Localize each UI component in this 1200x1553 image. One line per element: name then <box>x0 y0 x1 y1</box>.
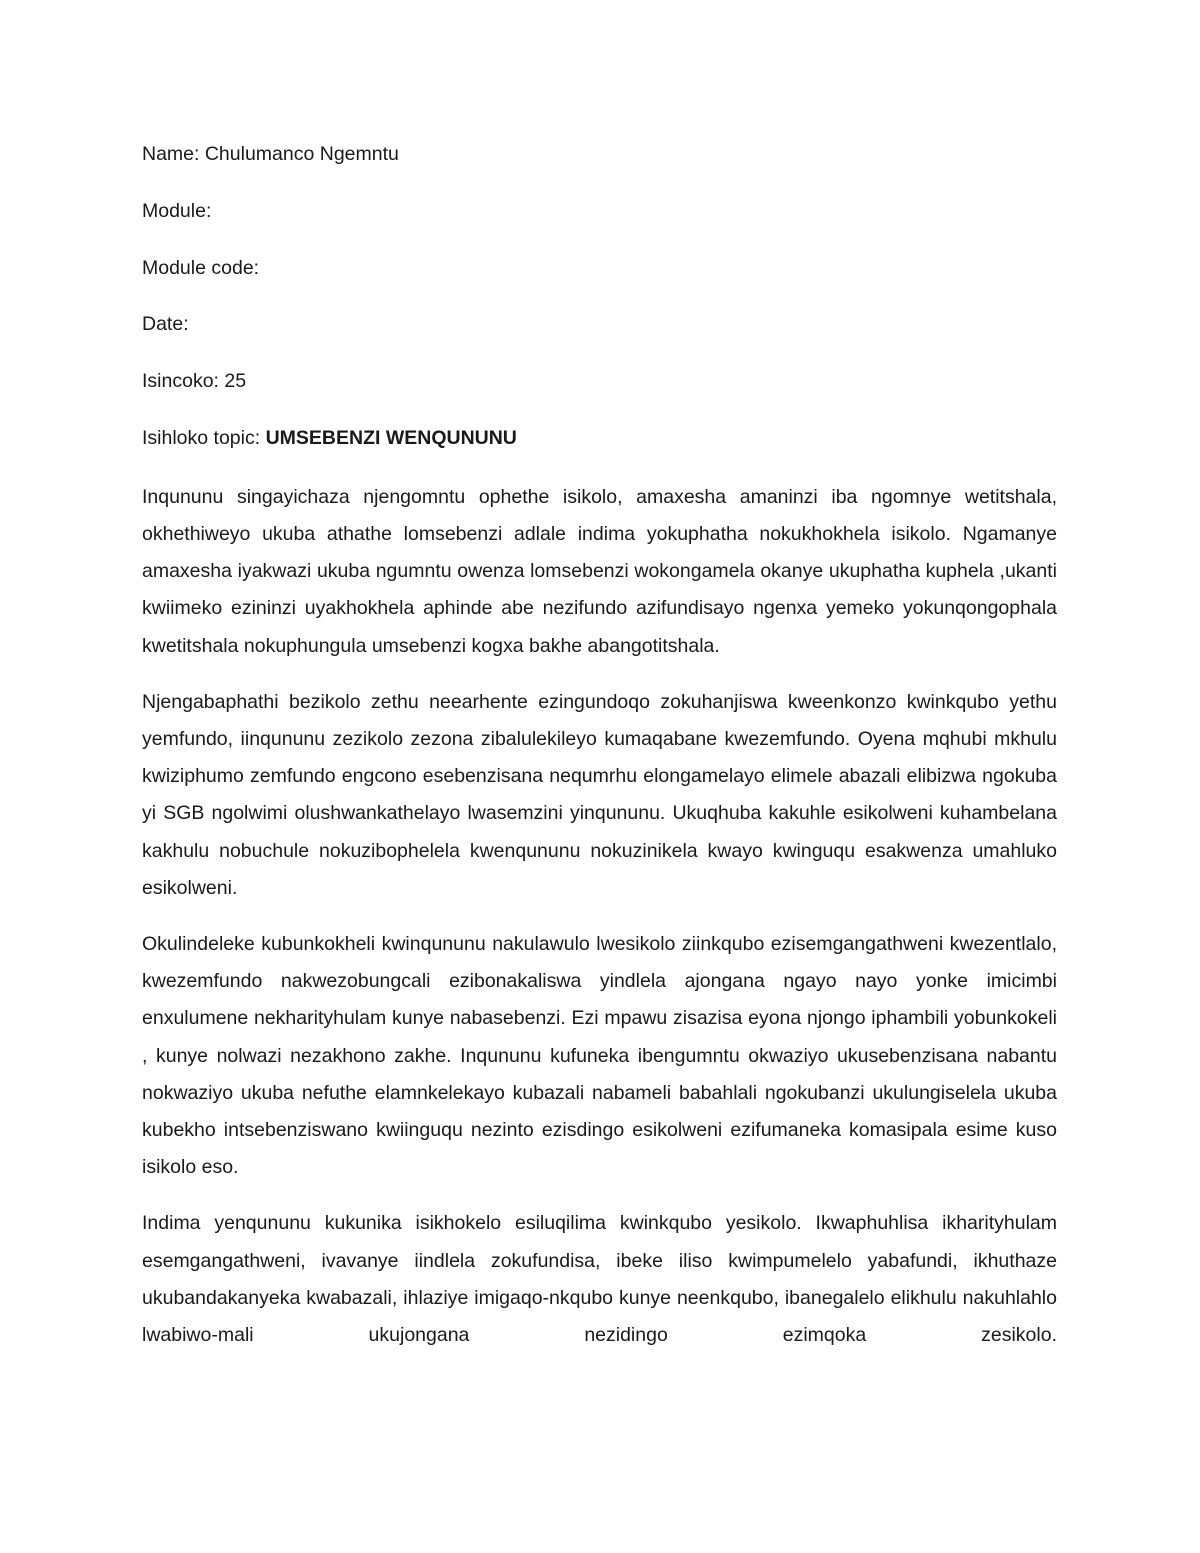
date-label: Date: <box>142 313 189 336</box>
module-label: Module: <box>142 199 212 222</box>
isincoko-count: Isincoko: 25 <box>142 370 247 393</box>
topic-line <box>142 422 1057 479</box>
student-name: Name: Chulumanco Ngemntu <box>142 143 399 165</box>
topic-label: Isihloko topic: <box>142 426 266 449</box>
topic-title: UMSEBENZI WENQUNUNU <box>265 426 517 449</box>
document-page <box>142 138 1057 1354</box>
body-paragraph-3: Okulindeleke kubunkokheli kwinqununu nakulawulo lwesikolo ziinkqubo ezisemgangathweni kwezentlalo, kwezemfundo nakwezobungcali ezibonakaliswa yindlela ajongana ngayo nayo yonke imicimbi enxulumene nekharityhulam kunye nabasebenzi. Ezi mpawu zisazisa eyona njongo iphambili yobunkokeli , kunye nolwazi nezakhono zakhe. Inqununu kufuneka ibengumntu okwaziyo ukusebenzisana nabantu nokwaziyo ukuba nefuthe elamnkelekayo kubazali nabameli babahlali ngokubanzi ukulungiselela ukuba kubekho intsebenziswano kwiinguqu nezinto ezisdingo esikolweni ezifumaneka komasipala esime kuso isikolo eso. <box>142 933 1057 1179</box>
body-paragraph-1: Inqununu singayichaza njengomntu ophethe isikolo, amaxesha amaninzi iba ngomnye wetitshala, okhethiweyo ukuba athathe lomsebenzi adlale indima yokuphatha nokukhokhela isikolo. Ngamanye amaxesha iyakwazi ukuba ngumntu owenza lomsebenzi wokongamela okanye ukuphatha kuphela ,ukanti kwiimeko ezininzi uyakhokhela aphinde abe nezifundo azifundisayo ngenxa yemeko yokunqongophala kwetitshala nokuphungula umsebenzi kogxa bakhe abangotitshala. <box>142 485 1057 657</box>
body-paragraph-4: Indima yenqununu kukunika isikhokelo esiluqilima kwinkqubo yesikolo. Ikwaphuhlisa ikharityhulam esemgangathweni, ivavanye iindlela zokufundisa, ibeke iliso kwimpumelelo yabafundi, ikhuthaze ukubandakanyeka kwabazali, ihlaziye imigaqo-nkqubo kunye neenkqubo, ibanegalelo elikhulu nakuhlahlo lwabiwo-mali ukujongana nezidingo ezimqoka zesikolo. <box>142 1212 1057 1347</box>
body-paragraph-2: Njengabaphathi bezikolo zethu neearhente ezingundoqo zokuhanjiswa kweenkonzo kwinkqubo yethu yemfundo, iinqununu zezikolo zezona zibalulekileyo kumaqabane kwezemfundo. Oyena mqhubi mkhulu kwiziphumo zemfundo engcono esebenzisana nequmrhu elongamelayo elimele abazali elibizwa ngokuba yi SGB ngolwimi olushwankathelayo lwasemzini yinqununu. Ukuqhuba kakuhle esikolweni kuhambelana kakhulu nobuchule nokuzibophelela kwenqununu nokuzinikela kwayo kwinguqu esakwenza umahluko esikolweni. <box>142 690 1057 899</box>
module-code-label: Module code: <box>142 256 260 279</box>
